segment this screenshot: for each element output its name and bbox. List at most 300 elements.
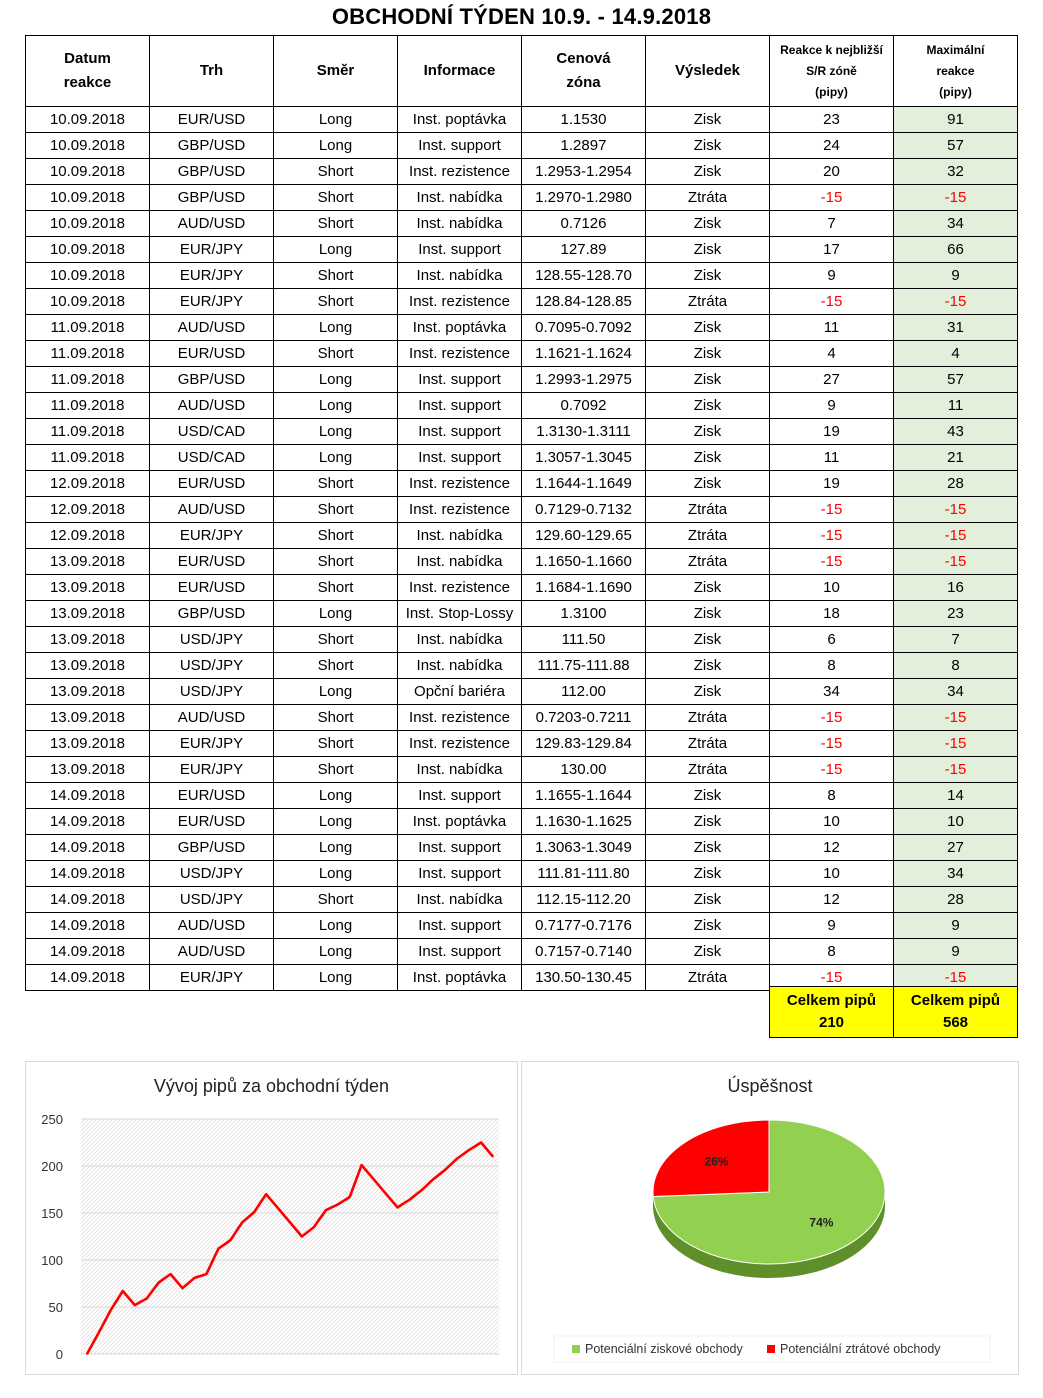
- data-point: [253, 1211, 255, 1213]
- data-point: [194, 1277, 196, 1279]
- data-point: [349, 1196, 351, 1198]
- pie-chart-panel: [521, 1061, 1019, 1375]
- cell-result: Zisk: [646, 835, 770, 861]
- cell-date: 13.09.2018: [26, 601, 150, 627]
- data-point: [110, 1309, 112, 1311]
- cell-direction: Short: [274, 497, 398, 523]
- y-tick-label: 50: [48, 1300, 63, 1315]
- cell-zone: 112.15-112.20: [522, 887, 646, 913]
- cell-zone: 0.7157-0.7140: [522, 939, 646, 965]
- cell-direction: Long: [274, 419, 398, 445]
- cell-result: Zisk: [646, 393, 770, 419]
- data-point: [313, 1226, 315, 1228]
- cell-direction: Short: [274, 757, 398, 783]
- cell-info: Inst. support: [398, 861, 522, 887]
- cell-direction: Short: [274, 731, 398, 757]
- cell-info: Inst. rezistence: [398, 575, 522, 601]
- cell-zone: 1.1530: [522, 107, 646, 133]
- data-point: [98, 1332, 100, 1334]
- data-point: [277, 1208, 279, 1210]
- data-point: [373, 1178, 375, 1180]
- table-row: [26, 471, 1018, 497]
- cell-market: EUR/JPY: [150, 263, 274, 289]
- cell-reaction: 27: [770, 367, 894, 393]
- cell-zone: 127.89: [522, 237, 646, 263]
- cell-zone: 1.2993-1.2975: [522, 367, 646, 393]
- cell-max-reaction: 57: [894, 367, 1018, 393]
- cell-max-reaction: 9: [894, 939, 1018, 965]
- cell-date: 13.09.2018: [26, 731, 150, 757]
- data-point: [337, 1204, 339, 1206]
- cell-direction: Long: [274, 861, 398, 887]
- cell-zone: 0.7126: [522, 211, 646, 237]
- header-reakce: Reakce k nejbližší S/R zóně (pipy): [770, 36, 894, 107]
- cell-info: Inst. support: [398, 393, 522, 419]
- cell-reaction: -15: [770, 731, 894, 757]
- cell-date: 14.09.2018: [26, 913, 150, 939]
- cell-direction: Long: [274, 809, 398, 835]
- cell-zone: 1.1630-1.1625: [522, 809, 646, 835]
- cell-market: GBP/USD: [150, 367, 274, 393]
- cell-market: AUD/USD: [150, 497, 274, 523]
- cell-info: Inst. support: [398, 419, 522, 445]
- cell-max-reaction: 16: [894, 575, 1018, 601]
- cell-result: Zisk: [646, 887, 770, 913]
- cell-info: Inst. support: [398, 783, 522, 809]
- cell-market: EUR/JPY: [150, 237, 274, 263]
- cell-result: Zisk: [646, 809, 770, 835]
- cell-date: 13.09.2018: [26, 757, 150, 783]
- plot-area: [81, 1119, 499, 1354]
- cell-date: 10.09.2018: [26, 159, 150, 185]
- cell-reaction: 18: [770, 601, 894, 627]
- cell-market: EUR/USD: [150, 107, 274, 133]
- cell-info: Inst. rezistence: [398, 159, 522, 185]
- cell-zone: 111.75-111.88: [522, 653, 646, 679]
- cell-zone: 1.2970-1.2980: [522, 185, 646, 211]
- cell-direction: Long: [274, 835, 398, 861]
- cell-result: Zisk: [646, 783, 770, 809]
- table-row: [26, 705, 1018, 731]
- cell-zone: 129.83-129.84: [522, 731, 646, 757]
- y-tick-label: 0: [55, 1347, 63, 1362]
- y-tick-label: 200: [41, 1159, 63, 1174]
- cell-reaction: 7: [770, 211, 894, 237]
- y-tick-label: 150: [41, 1206, 63, 1221]
- cell-zone: 1.2897: [522, 133, 646, 159]
- header-smer: Směr: [274, 36, 398, 107]
- table-row: [26, 757, 1018, 783]
- cell-info: Inst. support: [398, 237, 522, 263]
- cell-market: GBP/USD: [150, 185, 274, 211]
- cell-info: Inst. poptávka: [398, 315, 522, 341]
- header-informace: Informace: [398, 36, 522, 107]
- data-point: [229, 1239, 231, 1241]
- data-point: [385, 1192, 387, 1194]
- cell-reaction: -15: [770, 757, 894, 783]
- cell-reaction: 9: [770, 913, 894, 939]
- cell-zone: 130.50-130.45: [522, 965, 646, 991]
- cell-info: Inst. support: [398, 133, 522, 159]
- data-point: [432, 1178, 434, 1180]
- cell-info: Inst. poptávka: [398, 107, 522, 133]
- cell-result: Zisk: [646, 367, 770, 393]
- data-point: [265, 1193, 267, 1195]
- line-chart-panel: [25, 1061, 518, 1375]
- cell-zone: 130.00: [522, 757, 646, 783]
- cell-zone: 1.1650-1.1660: [522, 549, 646, 575]
- cell-max-reaction: -15: [894, 497, 1018, 523]
- cell-market: USD/JPY: [150, 679, 274, 705]
- cell-max-reaction: 43: [894, 419, 1018, 445]
- cell-market: EUR/USD: [150, 549, 274, 575]
- cell-info: Inst. nabídka: [398, 523, 522, 549]
- cell-result: Zisk: [646, 601, 770, 627]
- cell-max-reaction: 34: [894, 211, 1018, 237]
- cell-market: USD/JPY: [150, 653, 274, 679]
- total-reakce-value: 210: [818, 1014, 845, 1031]
- cell-info: Inst. poptávka: [398, 965, 522, 991]
- table-row: [26, 133, 1018, 159]
- cell-info: Inst. nabídka: [398, 263, 522, 289]
- data-point: [86, 1353, 88, 1355]
- cell-max-reaction: 9: [894, 913, 1018, 939]
- data-point: [456, 1158, 458, 1160]
- header-max-reakce: Maximální reakce (pipy): [894, 36, 1018, 107]
- cell-direction: Short: [274, 549, 398, 575]
- table-row: [26, 523, 1018, 549]
- cell-max-reaction: 11: [894, 393, 1018, 419]
- cell-result: Ztráta: [646, 757, 770, 783]
- cell-info: Inst. poptávka: [398, 809, 522, 835]
- cell-reaction: -15: [770, 549, 894, 575]
- cell-max-reaction: -15: [894, 965, 1018, 991]
- trades-body: [26, 107, 1018, 991]
- data-point: [289, 1222, 291, 1224]
- cell-reaction: 8: [770, 783, 894, 809]
- cell-result: Ztráta: [646, 705, 770, 731]
- cell-zone: 0.7129-0.7132: [522, 497, 646, 523]
- table-row: [26, 107, 1018, 133]
- table-row: [26, 601, 1018, 627]
- legend-label: Potenciální ziskové obchody: [585, 1342, 743, 1356]
- table-row: [26, 809, 1018, 835]
- cell-reaction: -15: [770, 289, 894, 315]
- cell-max-reaction: -15: [894, 705, 1018, 731]
- cell-max-reaction: 14: [894, 783, 1018, 809]
- data-point: [158, 1282, 160, 1284]
- cell-reaction: 12: [770, 835, 894, 861]
- cell-date: 11.09.2018: [26, 367, 150, 393]
- pie-chart-title: Úspěšnost: [727, 1076, 813, 1096]
- cell-date: 14.09.2018: [26, 835, 150, 861]
- cell-reaction: 8: [770, 653, 894, 679]
- cell-date: 11.09.2018: [26, 341, 150, 367]
- table-row: [26, 497, 1018, 523]
- table-row: [26, 393, 1018, 419]
- cell-reaction: 10: [770, 809, 894, 835]
- cell-info: Inst. support: [398, 913, 522, 939]
- header-trh: Trh: [150, 36, 274, 107]
- cell-zone: 112.00: [522, 679, 646, 705]
- cell-date: 14.09.2018: [26, 939, 150, 965]
- cell-max-reaction: -15: [894, 289, 1018, 315]
- cell-max-reaction: -15: [894, 523, 1018, 549]
- table-row: [26, 419, 1018, 445]
- table-row: [26, 367, 1018, 393]
- cell-market: AUD/USD: [150, 939, 274, 965]
- cell-result: Ztráta: [646, 185, 770, 211]
- cell-market: EUR/USD: [150, 471, 274, 497]
- cell-reaction: 11: [770, 445, 894, 471]
- cell-max-reaction: 34: [894, 861, 1018, 887]
- cell-date: 10.09.2018: [26, 263, 150, 289]
- cell-direction: Long: [274, 237, 398, 263]
- table-row: [26, 887, 1018, 913]
- cell-market: AUD/USD: [150, 315, 274, 341]
- cell-max-reaction: -15: [894, 185, 1018, 211]
- header-zona: Cenová zóna: [522, 36, 646, 107]
- cell-date: 11.09.2018: [26, 419, 150, 445]
- cell-reaction: 19: [770, 419, 894, 445]
- cell-date: 13.09.2018: [26, 679, 150, 705]
- cell-date: 13.09.2018: [26, 627, 150, 653]
- cell-info: Inst. rezistence: [398, 497, 522, 523]
- cell-reaction: -15: [770, 523, 894, 549]
- cell-max-reaction: 28: [894, 471, 1018, 497]
- cell-direction: Long: [274, 367, 398, 393]
- y-tick-label: 100: [41, 1253, 63, 1268]
- cell-zone: 1.1621-1.1624: [522, 341, 646, 367]
- cell-direction: Short: [274, 653, 398, 679]
- cell-direction: Long: [274, 315, 398, 341]
- cell-result: Ztráta: [646, 289, 770, 315]
- cell-market: EUR/JPY: [150, 757, 274, 783]
- cell-info: Inst. Stop-Lossy: [398, 601, 522, 627]
- cell-date: 10.09.2018: [26, 107, 150, 133]
- cell-result: Zisk: [646, 211, 770, 237]
- cell-max-reaction: 57: [894, 133, 1018, 159]
- table-row: [26, 341, 1018, 367]
- cell-date: 11.09.2018: [26, 445, 150, 471]
- cell-date: 14.09.2018: [26, 965, 150, 991]
- legend-label: Potenciální ztrátové obchody: [780, 1342, 941, 1356]
- cell-market: GBP/USD: [150, 835, 274, 861]
- cell-direction: Long: [274, 393, 398, 419]
- cell-date: 14.09.2018: [26, 783, 150, 809]
- cell-date: 12.09.2018: [26, 471, 150, 497]
- cell-reaction: 10: [770, 575, 894, 601]
- cell-info: Inst. support: [398, 835, 522, 861]
- cell-market: USD/CAD: [150, 445, 274, 471]
- cell-market: GBP/USD: [150, 133, 274, 159]
- table-row: [26, 445, 1018, 471]
- cell-max-reaction: 31: [894, 315, 1018, 341]
- cell-info: Inst. rezistence: [398, 705, 522, 731]
- cell-zone: 1.1644-1.1649: [522, 471, 646, 497]
- cell-max-reaction: 4: [894, 341, 1018, 367]
- cell-market: AUD/USD: [150, 211, 274, 237]
- cell-result: Zisk: [646, 263, 770, 289]
- cell-date: 10.09.2018: [26, 237, 150, 263]
- table-row: [26, 159, 1018, 185]
- cell-info: Inst. nabídka: [398, 185, 522, 211]
- cell-zone: 0.7177-0.7176: [522, 913, 646, 939]
- data-point: [361, 1164, 363, 1166]
- cell-result: Zisk: [646, 627, 770, 653]
- cell-reaction: 11: [770, 315, 894, 341]
- cell-max-reaction: 27: [894, 835, 1018, 861]
- pie-chart: [522, 1062, 1018, 1374]
- cell-direction: Short: [274, 705, 398, 731]
- totals-table: [769, 986, 1018, 1038]
- cell-reaction: 17: [770, 237, 894, 263]
- cell-result: Zisk: [646, 471, 770, 497]
- cell-market: EUR/USD: [150, 783, 274, 809]
- cell-direction: Short: [274, 575, 398, 601]
- table-row: [26, 835, 1018, 861]
- cell-direction: Long: [274, 601, 398, 627]
- cell-result: Ztráta: [646, 549, 770, 575]
- cell-result: Zisk: [646, 861, 770, 887]
- cell-reaction: 24: [770, 133, 894, 159]
- cell-zone: 111.50: [522, 627, 646, 653]
- cell-direction: Long: [274, 107, 398, 133]
- cell-reaction: 20: [770, 159, 894, 185]
- cell-max-reaction: 21: [894, 445, 1018, 471]
- cell-info: Inst. rezistence: [398, 471, 522, 497]
- cell-market: GBP/USD: [150, 601, 274, 627]
- cell-result: Zisk: [646, 939, 770, 965]
- cell-date: 10.09.2018: [26, 289, 150, 315]
- data-point: [480, 1142, 482, 1144]
- data-point: [397, 1207, 399, 1209]
- total-reakce-cell: Celkem pipů 210: [770, 987, 894, 1038]
- cell-reaction: 34: [770, 679, 894, 705]
- data-point: [218, 1248, 220, 1250]
- cell-max-reaction: 34: [894, 679, 1018, 705]
- table-row: [26, 549, 1018, 575]
- legend-swatch: [572, 1345, 580, 1353]
- cell-date: 13.09.2018: [26, 549, 150, 575]
- cell-market: USD/JPY: [150, 627, 274, 653]
- cell-result: Zisk: [646, 315, 770, 341]
- header-vysledek: Výsledek: [646, 36, 770, 107]
- table-row: [26, 939, 1018, 965]
- cell-info: Opční bariéra: [398, 679, 522, 705]
- cell-date: 12.09.2018: [26, 497, 150, 523]
- cell-zone: 1.2953-1.2954: [522, 159, 646, 185]
- cell-max-reaction: 23: [894, 601, 1018, 627]
- cell-direction: Short: [274, 341, 398, 367]
- cell-reaction: -15: [770, 185, 894, 211]
- cell-reaction: 8: [770, 939, 894, 965]
- cell-info: Inst. support: [398, 445, 522, 471]
- cell-zone: 1.1655-1.1644: [522, 783, 646, 809]
- cell-max-reaction: 7: [894, 627, 1018, 653]
- cell-zone: 128.84-128.85: [522, 289, 646, 315]
- cell-max-reaction: 28: [894, 887, 1018, 913]
- cell-info: Inst. rezistence: [398, 341, 522, 367]
- data-point: [421, 1190, 423, 1192]
- cell-direction: Short: [274, 887, 398, 913]
- cell-info: Inst. rezistence: [398, 731, 522, 757]
- cell-reaction: 9: [770, 263, 894, 289]
- cell-date: 13.09.2018: [26, 653, 150, 679]
- table-row: [26, 263, 1018, 289]
- cell-market: EUR/USD: [150, 341, 274, 367]
- cell-result: Zisk: [646, 445, 770, 471]
- table-row: [26, 575, 1018, 601]
- cell-market: USD/JPY: [150, 861, 274, 887]
- cell-result: Zisk: [646, 107, 770, 133]
- cell-result: Zisk: [646, 653, 770, 679]
- cell-info: Inst. nabídka: [398, 653, 522, 679]
- cell-direction: Short: [274, 263, 398, 289]
- cell-zone: 0.7095-0.7092: [522, 315, 646, 341]
- cell-result: Zisk: [646, 913, 770, 939]
- table-row: [26, 289, 1018, 315]
- cell-max-reaction: -15: [894, 757, 1018, 783]
- cell-result: Zisk: [646, 133, 770, 159]
- cell-direction: Long: [274, 939, 398, 965]
- cell-result: Zisk: [646, 237, 770, 263]
- pie-slice-label: 74%: [809, 1215, 834, 1230]
- cell-direction: Long: [274, 783, 398, 809]
- data-point: [170, 1273, 172, 1275]
- table-row: [26, 315, 1018, 341]
- cell-max-reaction: 8: [894, 653, 1018, 679]
- cell-direction: Short: [274, 185, 398, 211]
- cell-result: Zisk: [646, 341, 770, 367]
- cell-reaction: 4: [770, 341, 894, 367]
- total-max-value: 568: [942, 1014, 969, 1031]
- cell-reaction: 10: [770, 861, 894, 887]
- cell-zone: 1.3057-1.3045: [522, 445, 646, 471]
- table-row: [26, 679, 1018, 705]
- cell-result: Zisk: [646, 159, 770, 185]
- cell-max-reaction: 91: [894, 107, 1018, 133]
- table-header-row: [26, 36, 1018, 107]
- table-row: [26, 913, 1018, 939]
- table-row: [26, 185, 1018, 211]
- table-row: [26, 211, 1018, 237]
- cell-direction: Long: [274, 133, 398, 159]
- table-row: [26, 783, 1018, 809]
- cell-max-reaction: 32: [894, 159, 1018, 185]
- cell-zone: 1.3063-1.3049: [522, 835, 646, 861]
- cell-info: Inst. nabídka: [398, 549, 522, 575]
- line-chart-title: Vývoj pipů za obchodní týden: [153, 1076, 390, 1096]
- cell-zone: 128.55-128.70: [522, 263, 646, 289]
- cell-market: EUR/JPY: [150, 731, 274, 757]
- cell-zone: 1.3100: [522, 601, 646, 627]
- cell-market: USD/CAD: [150, 419, 274, 445]
- cell-market: EUR/USD: [150, 809, 274, 835]
- data-point: [301, 1236, 303, 1238]
- cell-date: 10.09.2018: [26, 133, 150, 159]
- total-max-cell: Celkem pipů 568: [894, 987, 1018, 1038]
- header-datum: Datum reakce: [26, 36, 150, 107]
- cell-reaction: -15: [770, 965, 894, 991]
- cell-info: Inst. nabídka: [398, 627, 522, 653]
- table-row: [26, 237, 1018, 263]
- cell-info: Inst. support: [398, 367, 522, 393]
- cell-zone: 1.3130-1.3111: [522, 419, 646, 445]
- data-point: [468, 1149, 470, 1151]
- cell-reaction: -15: [770, 497, 894, 523]
- cell-direction: Long: [274, 679, 398, 705]
